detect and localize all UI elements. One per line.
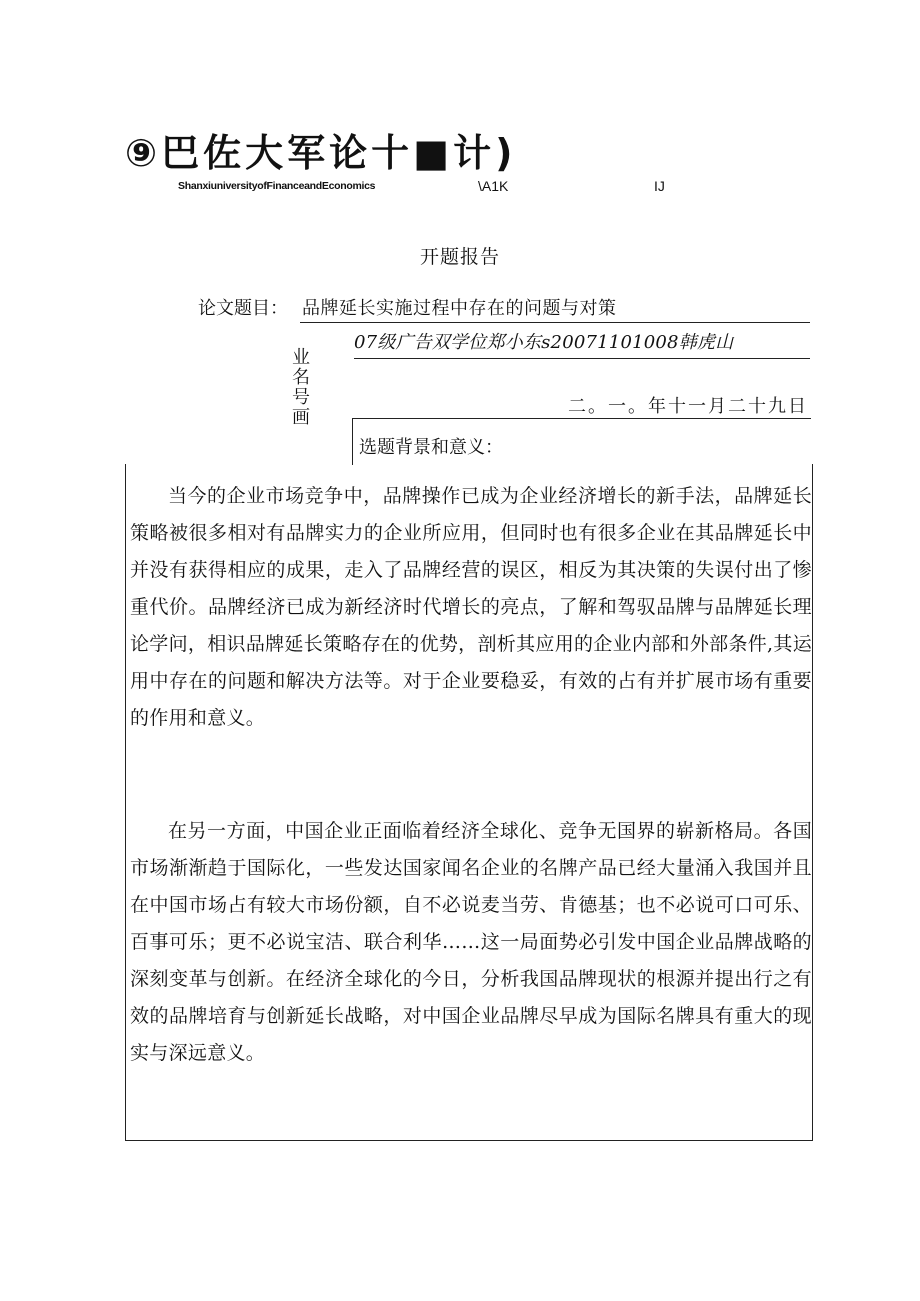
university-english-name: ShanxiuniversityofFinanceandEconomics [178,180,376,192]
university-logo-title: ⑨巴佐大军论十■计) [125,131,517,175]
topic-value: 品牌延长实施过程中存在的问题与对策 [302,298,617,319]
paragraph: 在另一方面，中国企业正面临着经济全球化、竞争无国界的崭新格局。各国市场渐渐趋于国际化，一些发达国家闻名企业的名牌产品已经大量涌入我国并且在中国市场占有较大市场份额，自不必说麦当劳、肯德基；也不必说可口可乐、百事可乐；更不必说宝洁、联合利华……这一局面势必引发中国企业品牌战略的深刻变革与创新。在经济全球化的今日，分析我国品牌现状的根源并提出行之有效的品牌培育与创新延长战略，对中国企业品牌尽早成为国际名牌具有重大的现实与深远意义。 [130,820,812,1064]
logo-code-left: \A1K [478,178,509,194]
logo-code-right: IJ [654,178,665,194]
content-table-cell [125,464,813,1141]
section-header: 选题背景和意义： [359,437,503,458]
side-label: 号 [292,387,310,408]
student-info-line: 07级广告双学位郑小东s20071101008韩虎山 [354,329,810,359]
side-label: 业 [292,347,310,368]
side-label: 名 [292,367,310,388]
side-labels [290,348,312,428]
topic-underline [300,322,810,323]
topic-label: 论文题目： [198,298,288,319]
paragraph: 当今的企业市场竞争中，品牌操作已成为企业经济增长的新手法，品牌延长策略被很多相对有品牌实力的企业所应用，但同时也有很多企业在其品牌延长中并没有获得相应的成果，走入了品牌经营的误区，相反为其决策的失误付出了惨重代价。品牌经济已成为新经济时代增长的亮点，了解和驾驭品牌与品牌延长理论学问，相识品牌延长策略存在的优势，剖析其应用的企业内部和外部条件,其运用中存在的问题和解决方法等。对于企业要稳妥，有效的占有并扩展市场有重要的作用和意义。 [130,485,812,729]
section-header-cell [352,418,811,465]
page-title: 开题报告 [419,246,500,268]
report-date: 二。一。年十一月二十九日 [568,396,808,417]
side-label: 画 [292,407,310,428]
